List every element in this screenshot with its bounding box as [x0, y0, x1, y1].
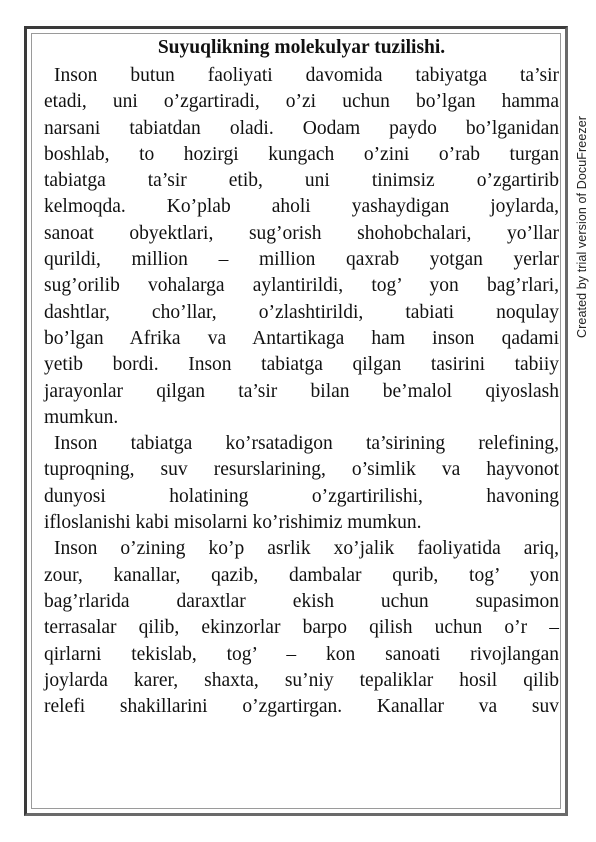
text-line: yetib bordi. Inson tabiatga qilgan tasirini tabiiy [44, 354, 559, 376]
text-line: boshlab, to hozirgi kungach o’zini o’rab turgan [44, 143, 559, 165]
paragraph-1 [44, 63, 559, 431]
paragraph-2 [44, 431, 559, 536]
text-line: etadi, uni o’zgartiradi, o’zi uchun bo’lgan hamma [44, 91, 559, 113]
text-line: Inson o’zining ko’p asrlik xo’jalik faoliyatida ariq, [54, 538, 559, 560]
text-line: kelmoqda. Ko’plab aholi yashaydigan joylarda, [44, 196, 559, 218]
text-line: relefi shakillarini o’zgartirgan. Kanallar va suv [44, 696, 559, 718]
text-line: narsani tabiatdan oladi. Oodam paydo bo’lganidan [44, 117, 559, 139]
text-line: mumkun. [44, 406, 119, 428]
paragraph-3 [44, 536, 559, 720]
text-line: joylarda karer, shaxta, su’niy tepaliklar hosil qilib [44, 669, 559, 691]
text-line: dunyosi holatining o’zgartirilishi, havoning [44, 485, 559, 507]
text-line: qirlarni tekislab, tog’ – kon sanoati rivojlangan [44, 643, 559, 665]
trial-watermark: Created by trial version of DocuFreezer [575, 115, 589, 338]
text-line: jarayonlar qilgan ta’sir bilan be’malol qiyoslash [44, 380, 559, 402]
text-line: tabiatga ta’sir etib, uni tinimsiz o’zgartirib [44, 170, 559, 192]
text-line: tuproqning, suv resurslarining, o’simlik va hayvonot [44, 459, 559, 481]
text-line: zour, kanallar, qazib, dambalar qurib, tog’ yon [44, 564, 559, 586]
document-body [44, 35, 559, 720]
text-line: Inson tabiatga ko’rsatadigon ta’sirining relefining, [54, 433, 559, 455]
text-line: sanoat obyektlari, sug’orish shohobchalari, yo’llar [44, 222, 559, 244]
text-line: sug’orilib vohalarga aylantirildi, tog’ yon bag’rlari, [44, 275, 559, 297]
text-line: Inson butun faoliyati davomida tabiyatga ta’sir [54, 65, 559, 86]
text-line: dashtlar, cho’llar, o’zlashtirildi, tabiati noqulay [44, 301, 559, 323]
text-line: bag’rlarida daraxtlar ekish uchun supasimon [44, 590, 559, 612]
text-line: ifloslanishi kabi misolarni ko’rishimiz mumkun. [44, 512, 422, 534]
text-line: bo’lgan Afrika va Antartikaga ham inson qadami [44, 327, 559, 349]
text-line: terrasalar qilib, ekinzorlar barpo qilish uchun o’r – [44, 617, 559, 639]
document-title: Suyuqlikning molekulyar tuzilishi. [157, 37, 446, 58]
text-line: qurildi, million – million qaxrab yotgan yerlar [44, 249, 559, 271]
